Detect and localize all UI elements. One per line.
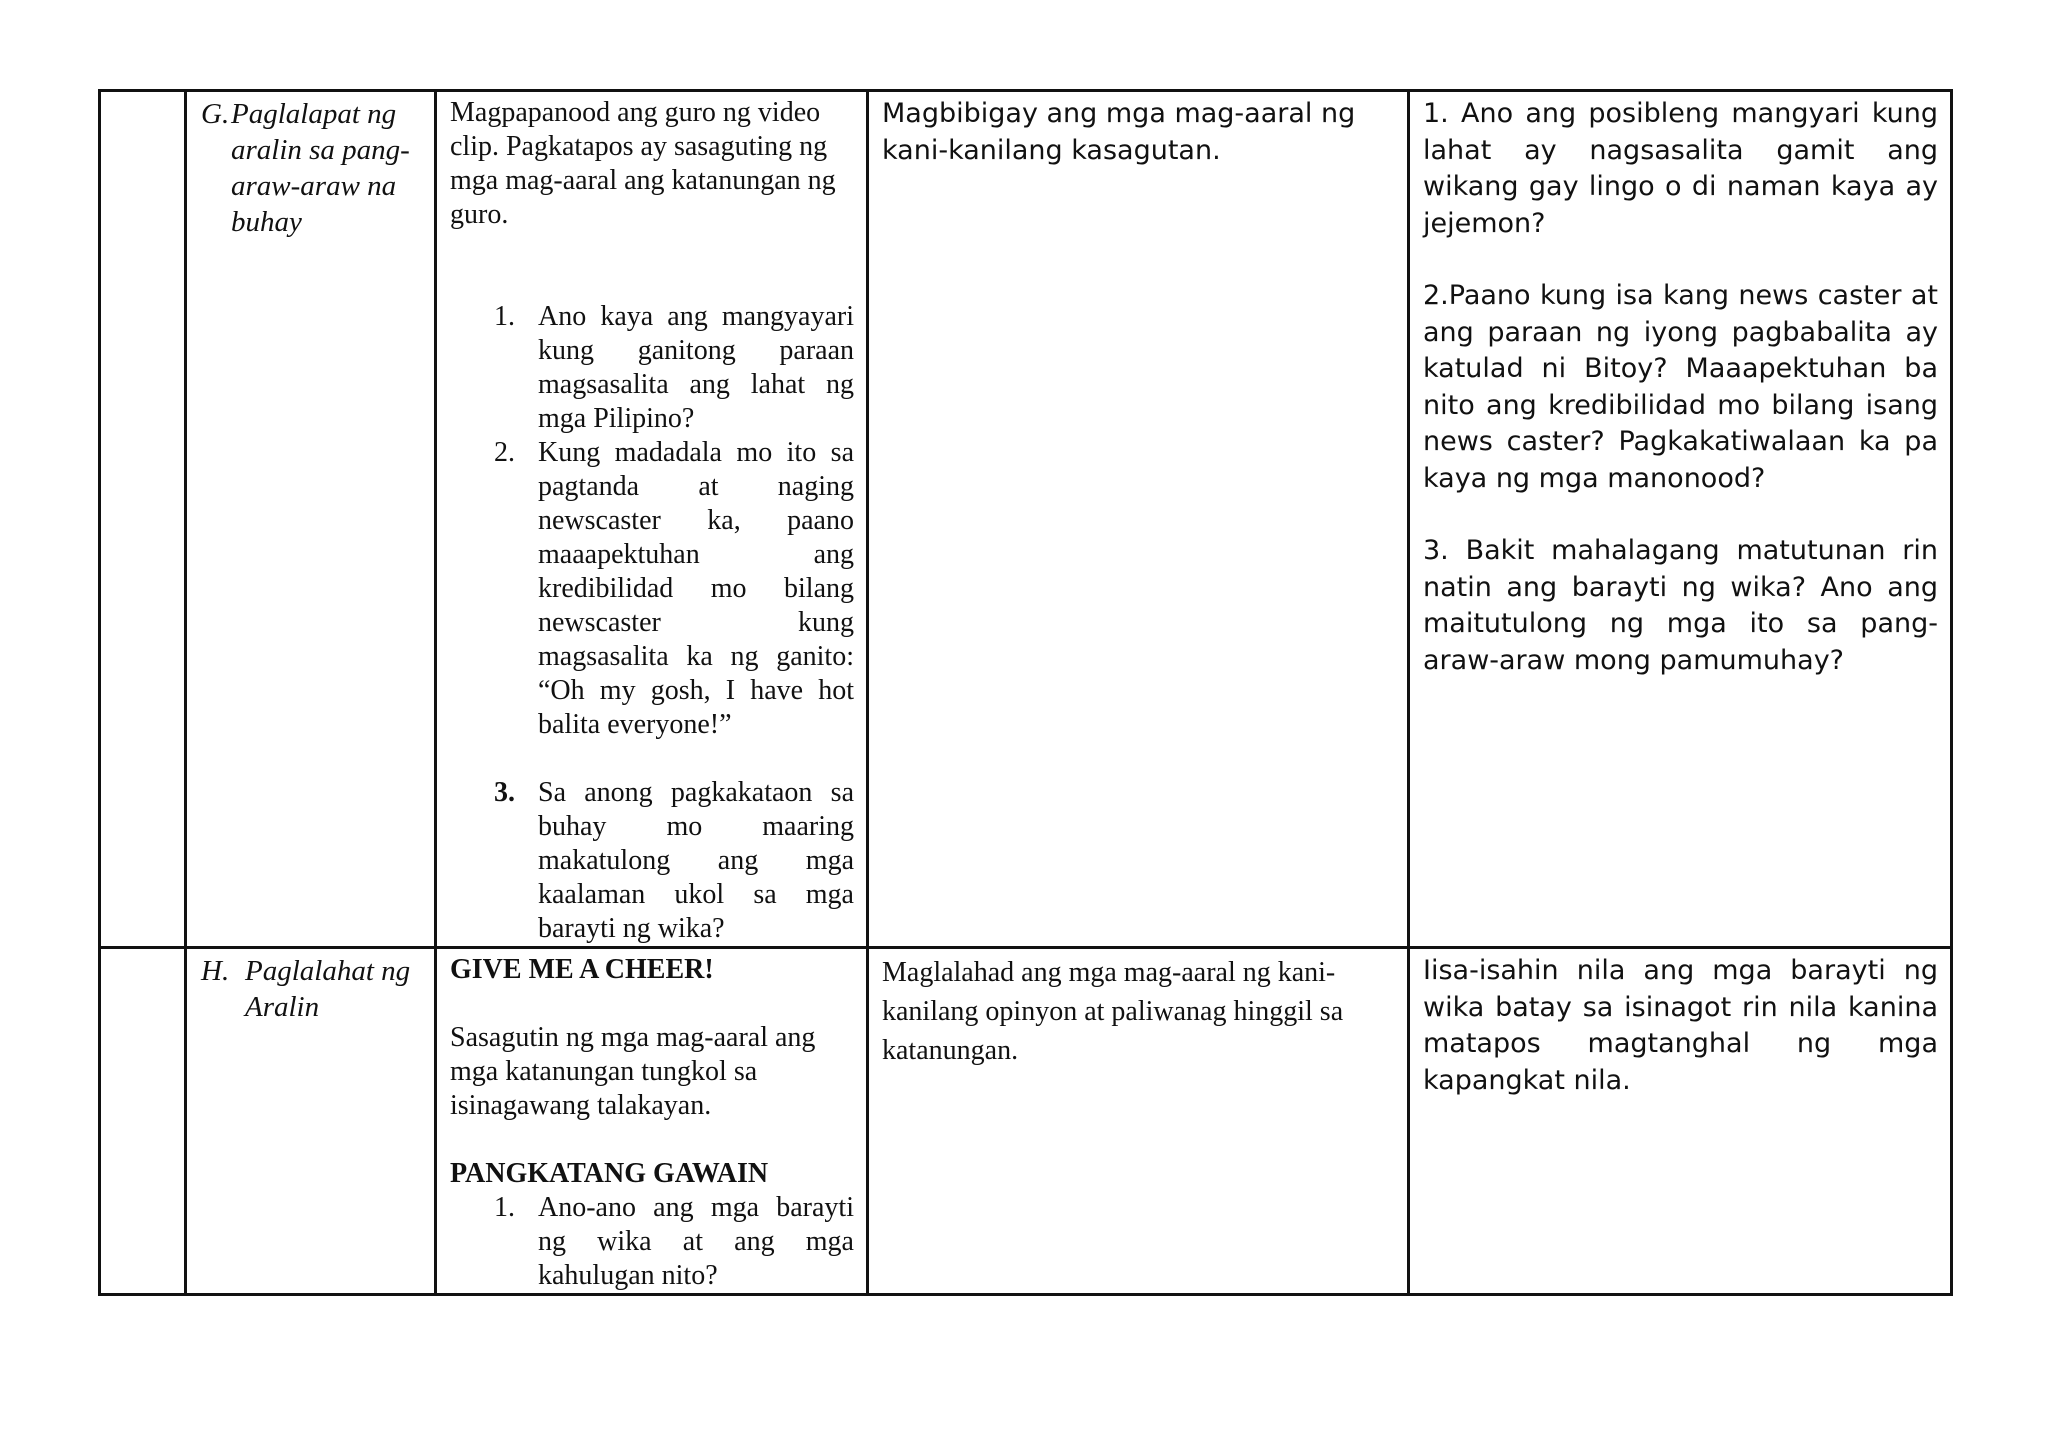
stage-text-h: Paglalahat ng Aralin [245,955,411,1023]
teacher-intro-g: Magpapanood ang guro ng video clip. Pagkatapos ay sasaguting ng mga mag-aaral ang katanungan ng guro. [450,97,836,230]
list-item [494,776,854,946]
list-item-number: 1. [494,1192,515,1223]
questions-cell-g [1409,91,1952,948]
list-item [494,1191,854,1293]
question-paragraph-h: Iisa-isahin nila ang mga barayti ng wika batay sa isinagot rin nila kanina matapos magtanghal ng mga kapangkat nila. [1423,955,1938,1096]
questions-cell-h [1409,948,1952,1295]
teacher-cell-h [436,948,868,1295]
group-activity-heading: PANGKATANG GAWAIN [450,1158,769,1189]
list-item-number: 1. [494,301,515,332]
blank-cell-h [100,948,186,1295]
question-paragraph-3: 3. Bakit mahalagang matutunan rin natin ang barayti ng wika? Ano ang maitutulong ng mga ito sa pang-araw-araw mong pamumuhay? [1423,535,1938,676]
student-cell-g [868,91,1409,948]
teacher-intro-h: Sasagutin ng mga mag-aaral ang mga katanungan tungkol sa isinagawang talakayan. [450,1022,816,1121]
stage-text-g: Paglalapat ng aralin sa pang-araw-araw na buhay [231,98,410,238]
list-item-text: Sa anong pagkakataon sa buhay mo maaring makatulong ang mga kaalaman ukol sa mga barayti ng wika? [538,777,854,944]
stage-label-h [187,949,434,1025]
student-cell-h [868,948,1409,1295]
lesson-plan-table [98,89,1953,1296]
stage-letter-g: G. [201,98,230,130]
stage-cell-h [186,948,436,1295]
list-item [494,300,854,436]
question-paragraph-1: 1. Ano ang posibleng mangyari kung lahat ay nagsasalita gamit ang wikang gay lingo o di naman kaya ay jejemon? [1423,98,1938,239]
stage-label-g [187,92,434,240]
list-item-text: Ano-ano ang mga barayti ng wika at ang mga kahulugan nito? [538,1192,854,1291]
question-paragraph-2: 2.Paano kung isa kang news caster at ang paraan ng iyong pagbabalita ay katulad ni Bitoy? Maaapektuhan ba nito ang kredibilidad mo bilang isang news caster? Pagkakatiwalaan ka pa kaya ng mga manonood? [1423,280,1938,494]
student-response-g: Magbibigay ang mga mag-aaral ng kani-kanilang kasagutan. [882,98,1356,166]
student-response-h: Maglalahad ang mga mag-aaral ng kani-kanilang opinyon at paliwanag hinggil sa katanungan. [882,957,1344,1066]
list-item-text: Kung madadala mo ito sa pagtanda at naging newscaster ka, paano maaapektuhan ang kredibilidad mo bilang newscaster kung magsasalita ka ng ganito: “Oh my gosh, I have hot balita everyone!” [538,437,854,740]
teacher-cell-g [436,91,868,948]
table-row-g [100,91,1952,948]
list-item [494,436,854,742]
list-item-number: 2. [494,437,515,468]
blank-cell-g [100,91,186,948]
table-row-h [100,948,1952,1295]
stage-letter-h: H. [201,955,230,987]
teacher-question-list-h [450,1191,854,1293]
stage-cell-g [186,91,436,948]
activity-heading: GIVE ME A CHEER! [450,954,714,985]
teacher-question-list-g [450,300,854,946]
list-item-number: 3. [494,777,515,808]
list-item-text: Ano kaya ang mangyayari kung ganitong paraan magsasalita ang lahat ng mga Pilipino? [538,301,854,434]
